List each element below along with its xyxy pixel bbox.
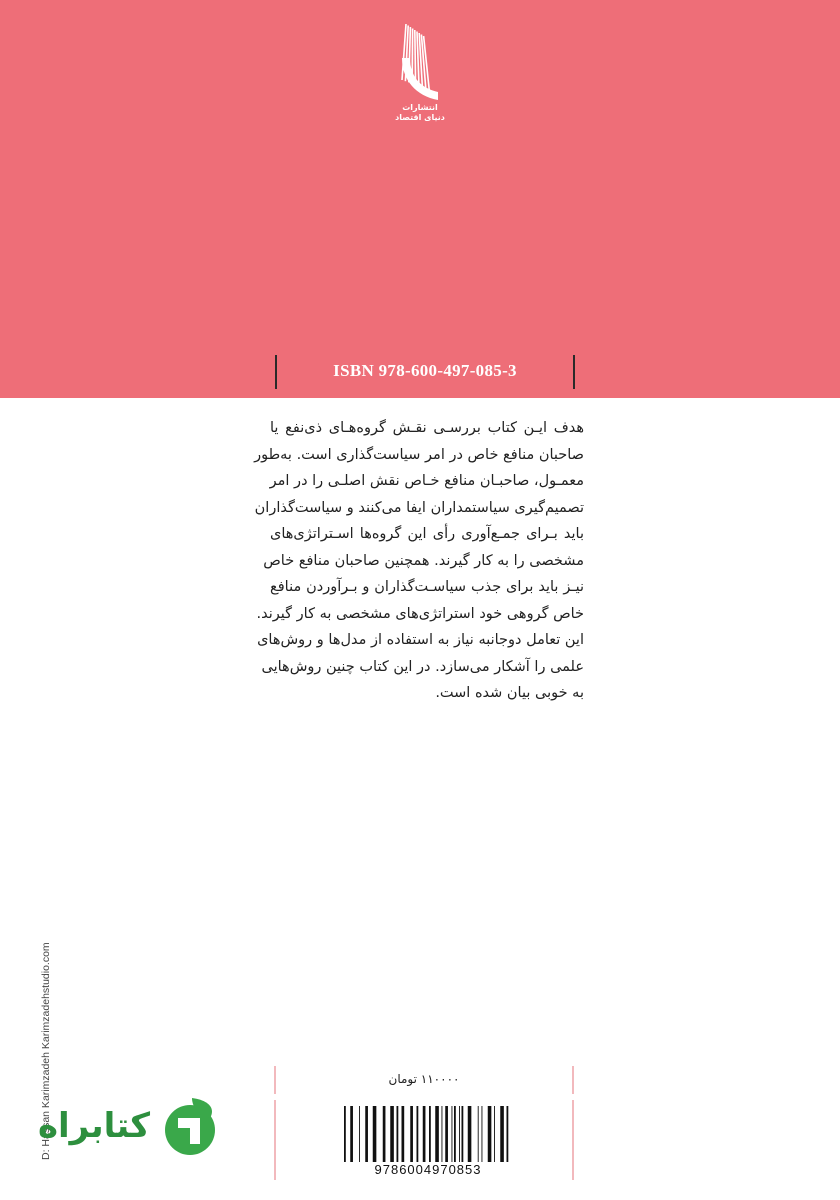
blurb-line: علمی را آشکار می‌سازد. در این کتاب چنین روش‌هایی [261, 658, 584, 675]
isbn-box [275, 355, 575, 389]
isbn-text: ISBN 978-600-497-085-3 [333, 361, 517, 380]
blurb-line: خاص گروهی خود استراتژی‌های مشخصی به کار گیرند. [256, 605, 584, 622]
barcode-icon [342, 1106, 514, 1162]
ketabrah-wordmark: کتابراه [37, 1106, 150, 1146]
publisher-name-line1: انتشارات [402, 103, 438, 112]
blurb-line: معمـول، صاحبـان منافع خـاص نقش اصلـی را در امر [269, 473, 584, 489]
blurb-line: نیـز باید برای جذب سیاسـت‌گذاران و بـرآوردن منافع [270, 579, 584, 595]
price-text: ۱۱۰۰۰۰ تومان [388, 1072, 460, 1086]
barcode-digits: 9786004970853 [374, 1162, 482, 1177]
back-cover-blurb [254, 415, 584, 707]
blurb-line: این تعامل دوجانبه نیاز به استفاده از مدل‌ها و روش‌های [257, 632, 584, 648]
blurb-line: باید بـرای جمـع‌آوری رأی این گروه‌ها اسـتراتژی‌های [270, 526, 584, 542]
blurb-line: مشخصی را به کار گیرند. همچنین صاحبان منافع خاص [263, 552, 584, 569]
designer-credit: D: Hassan Karimzadeh Karimzadehstudio.com [40, 942, 52, 1160]
publisher-name-line2: دنیای اقتصاد [395, 113, 445, 122]
blurb-line: صاحبان منافع خاص در امر سیاست‌گذاری است. به‌طور [254, 446, 584, 463]
price-box [274, 1066, 574, 1094]
blurb-line: هدف ایـن کتاب بررسـی نقـش گروه‌هـای ذی‌نفع یا [270, 420, 584, 436]
blurb-line: تصمیم‌گیری سیاستمداران ایفا می‌کنند و سیاست‌گذاران [254, 499, 584, 516]
blurb-line: به خوبی بیان شده است. [435, 685, 584, 701]
